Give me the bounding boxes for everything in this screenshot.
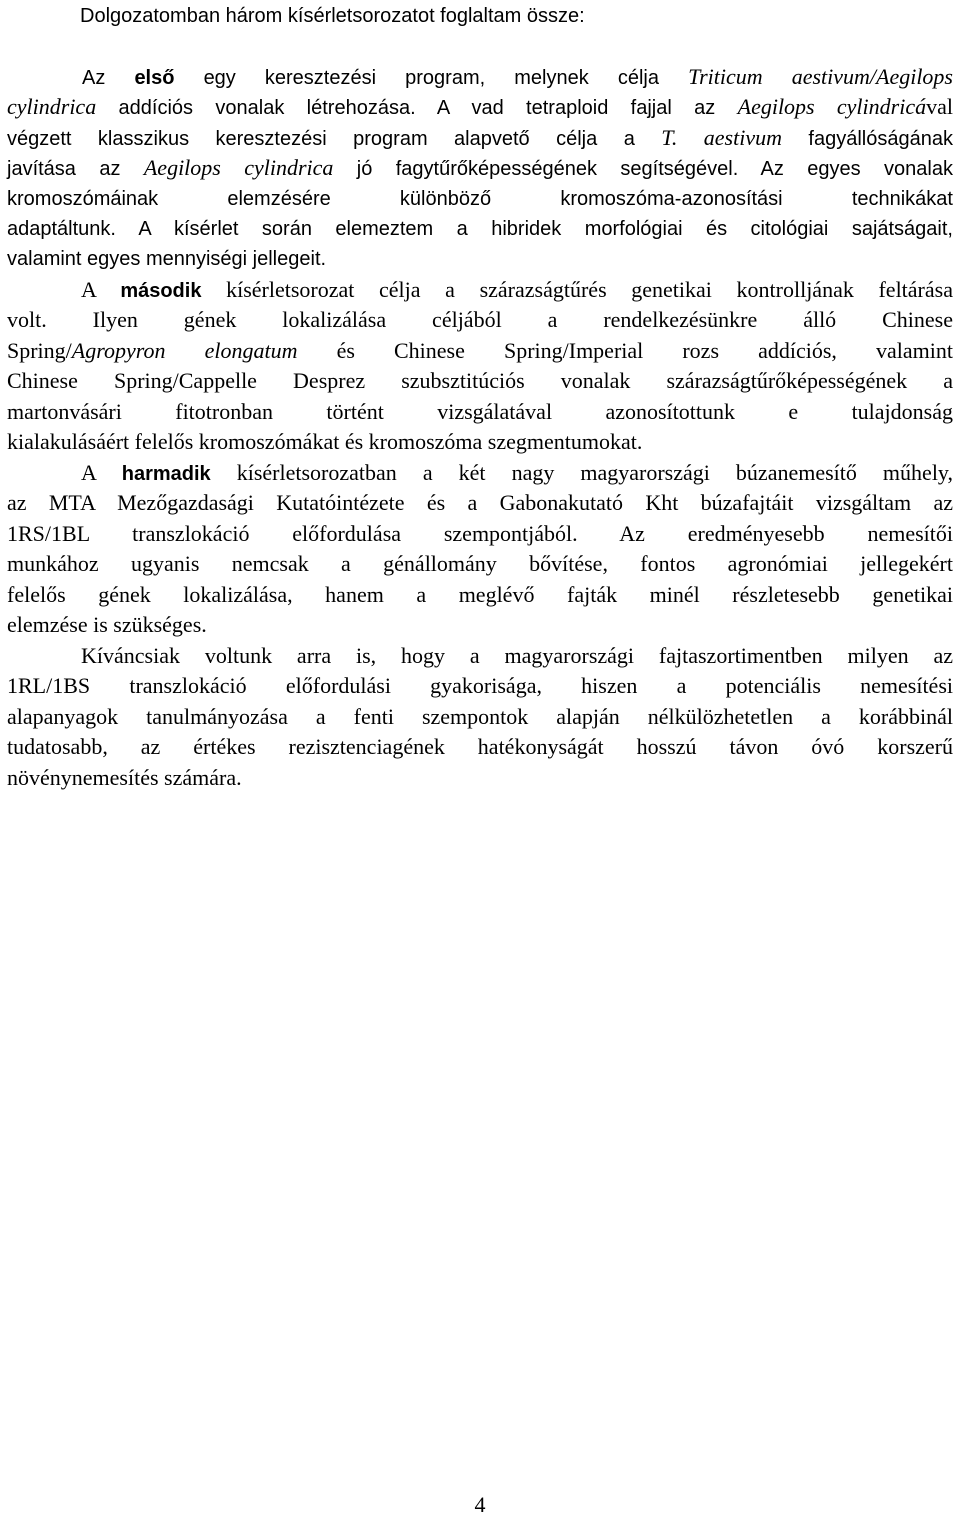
p1-line-5: kromoszómáinak elemzésére különböző kromoszóma-azonosítási technikákat [7, 188, 953, 210]
p1-line-2: cylindrica addíciós vonalak létrehozása. A vad tetraploid fajjal az Aegilops cylindricával [7, 94, 953, 119]
p4-line-1: Kíváncsiak voltunk arra is, hogy a magyarországi fajtaszortimentben milyen az [81, 643, 953, 668]
p2-line-5: martonvásári fitotronban történt vizsgálatával azonosítottunk e tulajdonság [7, 399, 953, 424]
p2-line-3: Spring/Agropyron elongatum és Chinese Spring/Imperial rozs addíciós, valamint [7, 338, 953, 363]
p4-line-2: 1RL/1BS transzlokáció előfordulási gyakorisága, hiszen a potenciális nemesítési [7, 673, 953, 698]
p4-line-3: alapanyagok tanulmányozása a fenti szempontok alapján nélkülözhetetlen a korábbinál [7, 704, 953, 729]
page-number: 4 [474, 1492, 486, 1517]
p3-line-2: az MTA Mezőgazdasági Kutatóintézete és a Gabonakutató Kht búzafajtáit vizsgáltam az [7, 490, 953, 515]
p3-line-5: felelős gének lokalizálása, hanem a meglévő fajták minél részletesebb genetikai [7, 582, 953, 607]
p1-line-7: valamint egyes mennyiségi jellegeit. [7, 248, 327, 270]
p1-line-1: Az első egy keresztezési program, melynek célja Triticum aestivum/Aegilops [82, 64, 953, 89]
p2-line-2: volt. Ilyen gének lokalizálása céljából a rendelkezésünkre álló Chinese [7, 307, 953, 332]
intro-line: Dolgozatomban három kísérletsorozatot foglaltam össze: [80, 5, 585, 27]
p4-line-4: tudatosabb, az értékes rezisztenciagének hatékonyságát hosszú távon óvó korszerű [7, 734, 953, 759]
p4-line-5: növénynemesítés számára. [7, 765, 242, 790]
p1-line-3: végzett klasszikus keresztezési program alapvető célja a T. aestivum fagyállóságának [7, 125, 953, 150]
p3-line-4: munkához ugyanis nemcsak a génállomány bővítése, fontos agronómiai jellegekért [7, 551, 953, 576]
p2-line-6: kialakulásáért felelős kromoszómákat és kromoszóma szegmentumokat. [7, 429, 643, 454]
p2-line-4: Chinese Spring/Cappelle Desprez szubsztitúciós vonalak szárazságtűrőképességének a [7, 368, 953, 393]
p3-line-1: A harmadik kísérletsorozatban a két nagy magyarországi búzanemesítő műhely, [81, 460, 953, 485]
p3-line-3: 1RS/1BL transzlokáció előfordulása szempontjából. Az eredményesebb nemesítői [7, 521, 953, 546]
p1-line-6: adaptáltunk. A kísérlet során elemeztem a hibridek morfológiai és citológiai sajátságait, [7, 218, 953, 240]
p2-line-1: A második kísérletsorozat célja a szárazságtűrés genetikai kontrolljának feltárása [81, 277, 953, 302]
p1-line-4: javítása az Aegilops cylindrica jó fagytűrőképességének segítségével. Az egyes vonalak [7, 155, 953, 180]
p3-line-6: elemzése is szükséges. [7, 612, 207, 637]
